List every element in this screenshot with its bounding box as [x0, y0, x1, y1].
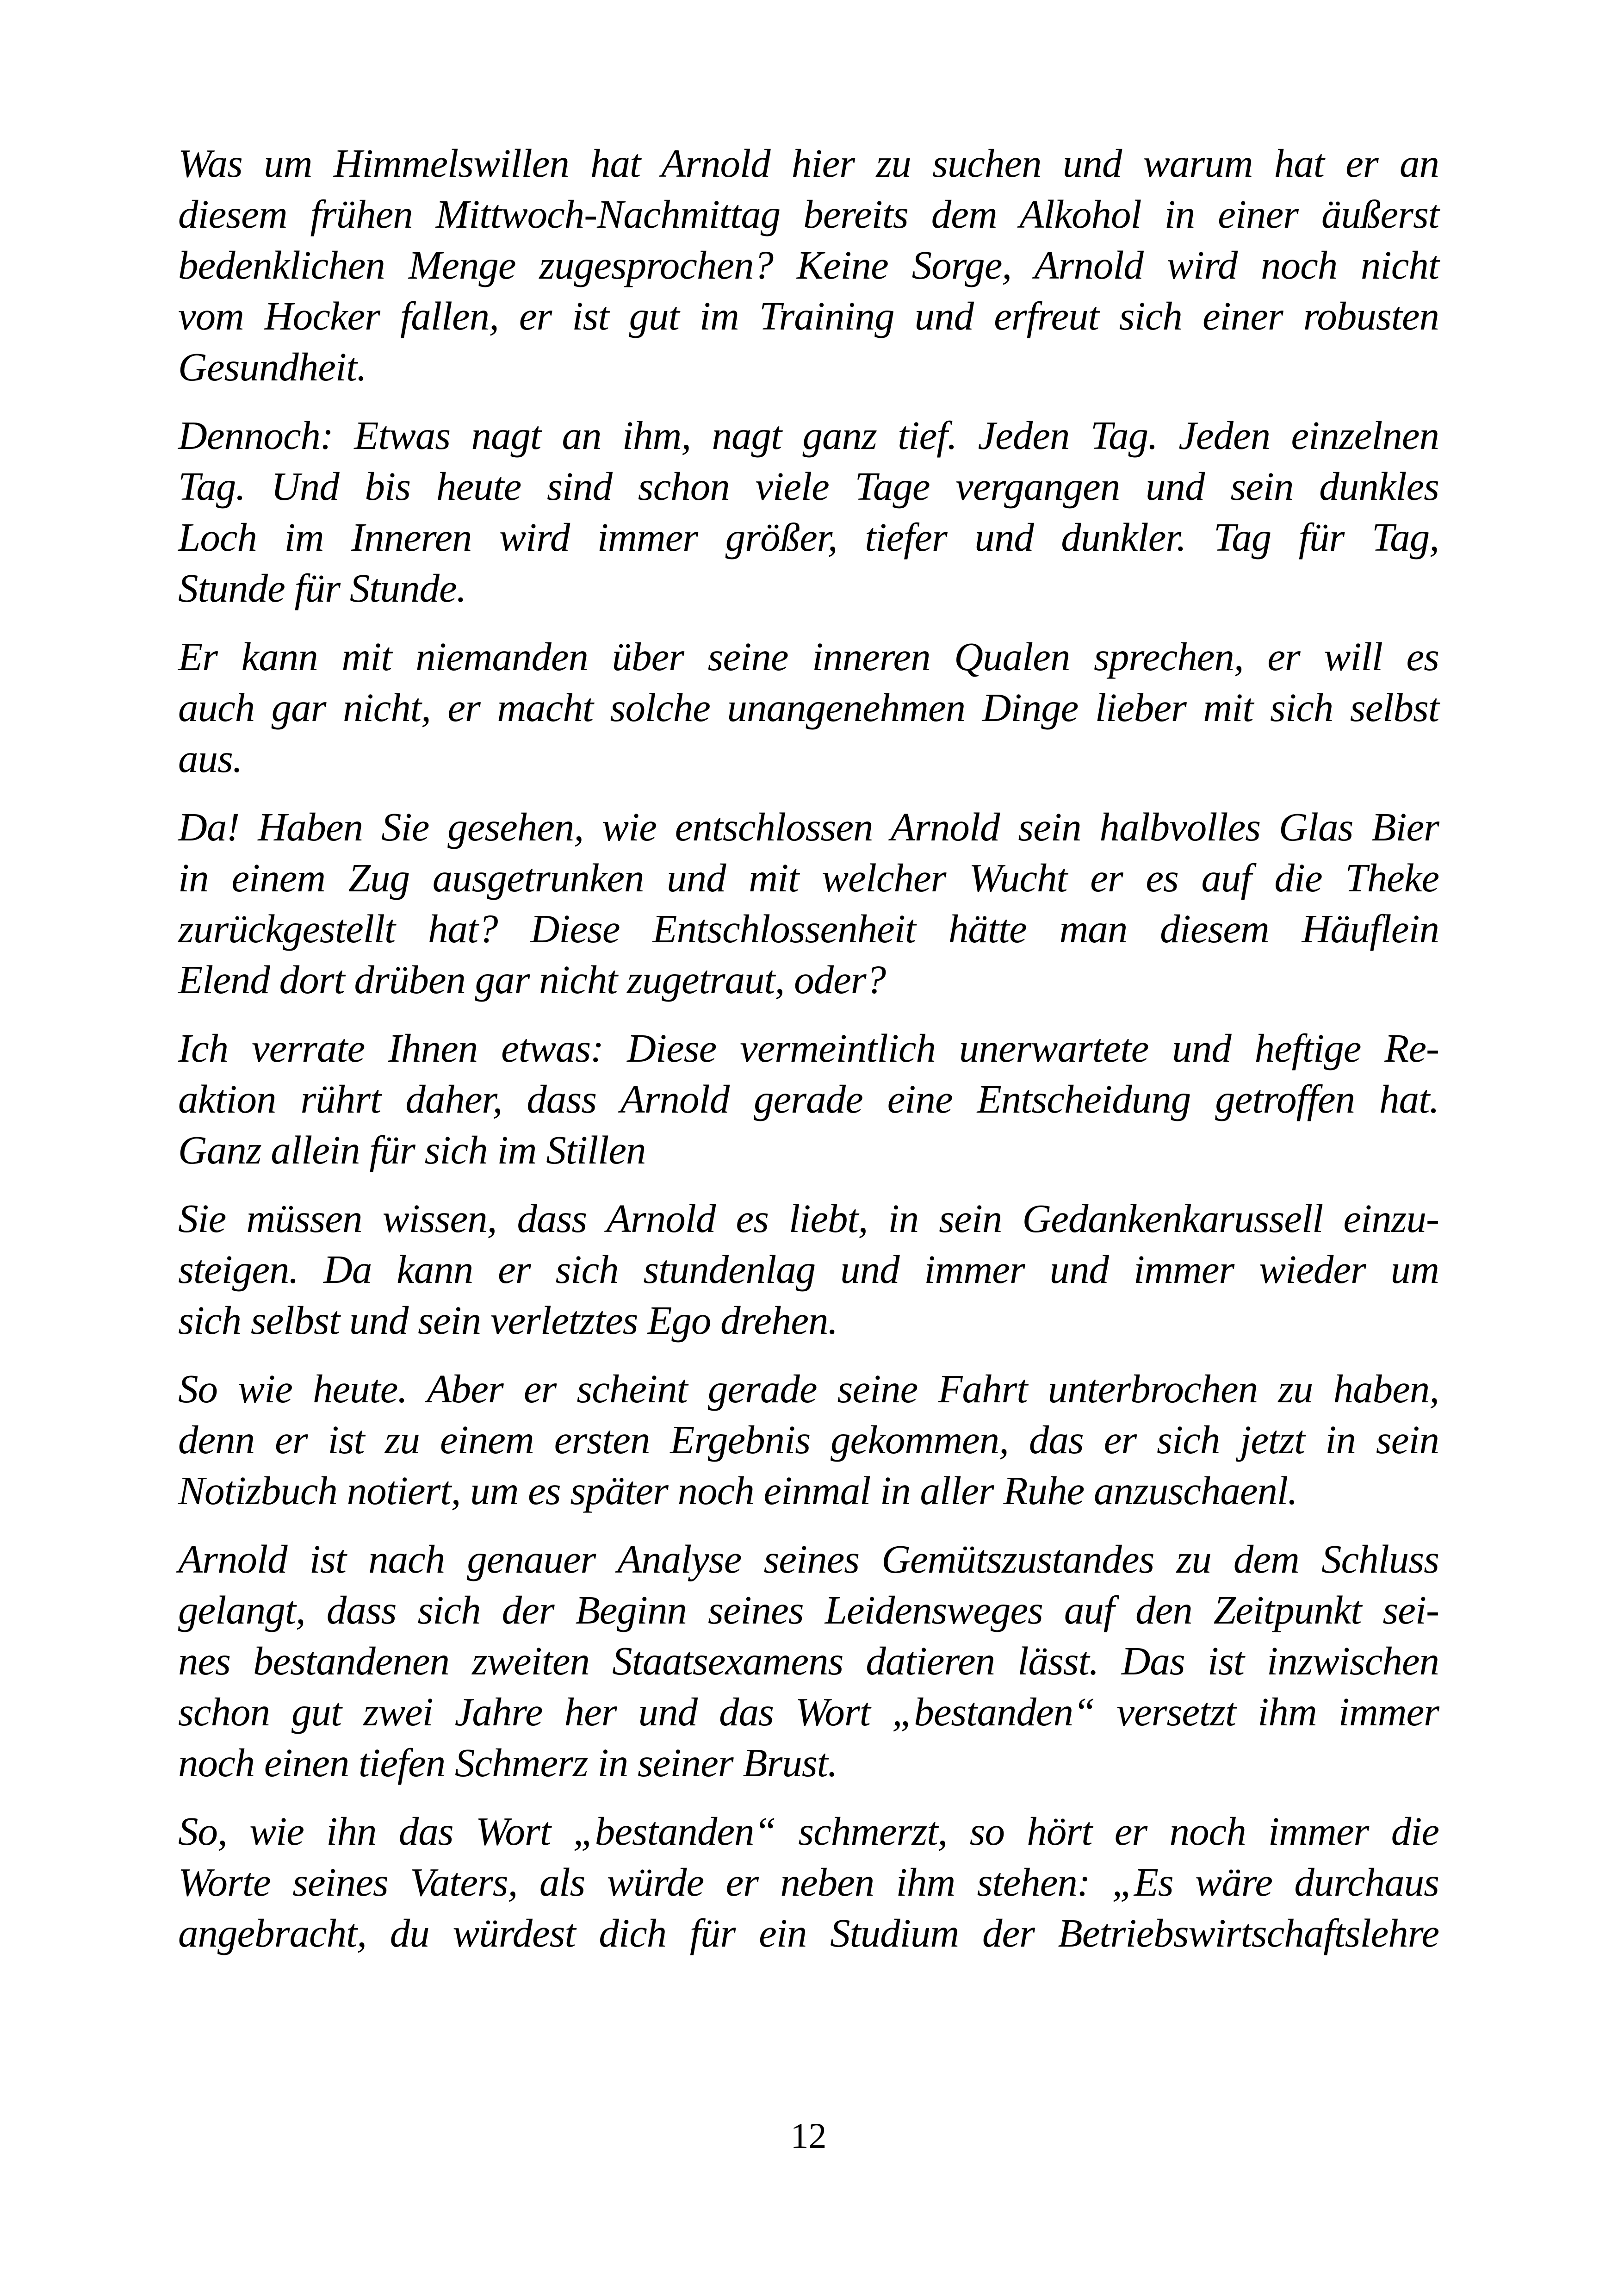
text-line: diesem frühen Mittwoch-Nachmittag bereits dem Alkohol in einer äußerst	[178, 192, 1439, 236]
text-line: Was um Himmelswillen hat Arnold hier zu suchen und warum hat er an	[178, 141, 1439, 186]
text-line: in einem Zug ausgetrunken und mit welcher Wucht er es auf die Theke	[178, 855, 1439, 900]
text-line: aus.	[178, 736, 242, 781]
text-line: So, wie ihn das Wort „bestanden“ schmerzt, so hört er noch immer die	[178, 1809, 1439, 1854]
paragraph	[178, 1023, 1439, 1176]
text-line: steigen. Da kann er sich stundenlag und immer und immer wieder um	[178, 1247, 1439, 1292]
text-line: angebracht, du würdest dich für ein Studium der Betriebswirtschaftslehre	[178, 1910, 1439, 1955]
page-number: 12	[790, 2116, 827, 2156]
text-line: zurückgestellt hat? Diese Entschlossenheit hätte man diesem Häuflein	[178, 906, 1439, 951]
text-line: auch gar nicht, er macht solche unangenehmen Dinge lieber mit sich selbst	[178, 685, 1439, 730]
text-line: So wie heute. Aber er scheint gerade seine Fahrt unterbrochen zu haben,	[178, 1366, 1439, 1411]
text-line: Dennoch: Etwas nagt an ihm, nagt ganz tief. Jeden Tag. Jeden einzelnen	[178, 413, 1439, 458]
text-line: Notizbuch notiert, um es später noch einmal in aller Ruhe anzuschaenl.	[178, 1468, 1297, 1513]
paragraph	[178, 802, 1439, 1005]
text-line: Sie müssen wissen, dass Arnold es liebt, in sein Gedankenkarussell einzu-	[178, 1196, 1439, 1241]
text-line: Ich verrate Ihnen etwas: Diese vermeintlich unerwartete und heftige Re-	[178, 1026, 1439, 1070]
paragraph	[178, 1806, 1439, 1959]
text-line: noch einen tiefen Schmerz in seiner Brust.	[178, 1740, 837, 1785]
text-line: denn er ist zu einem ersten Ergebnis gekommen, das er sich jetzt in sein	[178, 1417, 1439, 1462]
paragraph	[178, 138, 1439, 392]
text-line: Gesundheit.	[178, 344, 367, 389]
paragraph	[178, 410, 1439, 614]
text-line: sich selbst und sein verletztes Ego drehen.	[178, 1298, 838, 1343]
text-line: Ganz allein für sich im Stillen	[178, 1127, 646, 1172]
text-line: Er kann mit niemanden über seine inneren Qualen sprechen, er will es	[178, 634, 1439, 679]
text-line: nes bestandenen zweiten Staatsexamens datieren lässt. Das ist inzwischen	[178, 1638, 1439, 1683]
text-line: Tag. Und bis heute sind schon viele Tage vergangen und sein dunkles	[178, 464, 1439, 509]
paragraph	[178, 1534, 1439, 1788]
text-line: aktion rührt daher, dass Arnold gerade eine Entscheidung getroffen hat.	[178, 1076, 1439, 1121]
text-line: Stunde für Stunde.	[178, 566, 466, 610]
page-text	[178, 138, 1439, 1976]
paragraph	[178, 631, 1439, 784]
text-line: vom Hocker fallen, er ist gut im Training und erfreut sich einer robusten	[178, 293, 1439, 338]
text-line: schon gut zwei Jahre her und das Wort „bestanden“ versetzt ihm immer	[178, 1689, 1439, 1734]
text-line: Loch im Inneren wird immer größer, tiefer und dunkler. Tag für Tag,	[178, 515, 1439, 560]
text-line: gelangt, dass sich der Beginn seines Leidensweges auf den Zeitpunkt sei-	[178, 1587, 1439, 1632]
text-line: Da! Haben Sie gesehen, wie entschlossen Arnold sein halbvolles Glas Bier	[178, 804, 1439, 849]
text-line: Elend dort drüben gar nicht zugetraut, oder?	[178, 957, 886, 1002]
text-line: bedenklichen Menge zugesprochen? Keine Sorge, Arnold wird noch nicht	[178, 243, 1439, 287]
paragraph	[178, 1363, 1439, 1516]
text-line: Arnold ist nach genauer Analyse seines Gemütszustandes zu dem Schluss	[178, 1537, 1439, 1581]
paragraph	[178, 1193, 1439, 1346]
text-line: Worte seines Vaters, als würde er neben ihm stehen: „Es wäre durchaus	[178, 1860, 1439, 1904]
